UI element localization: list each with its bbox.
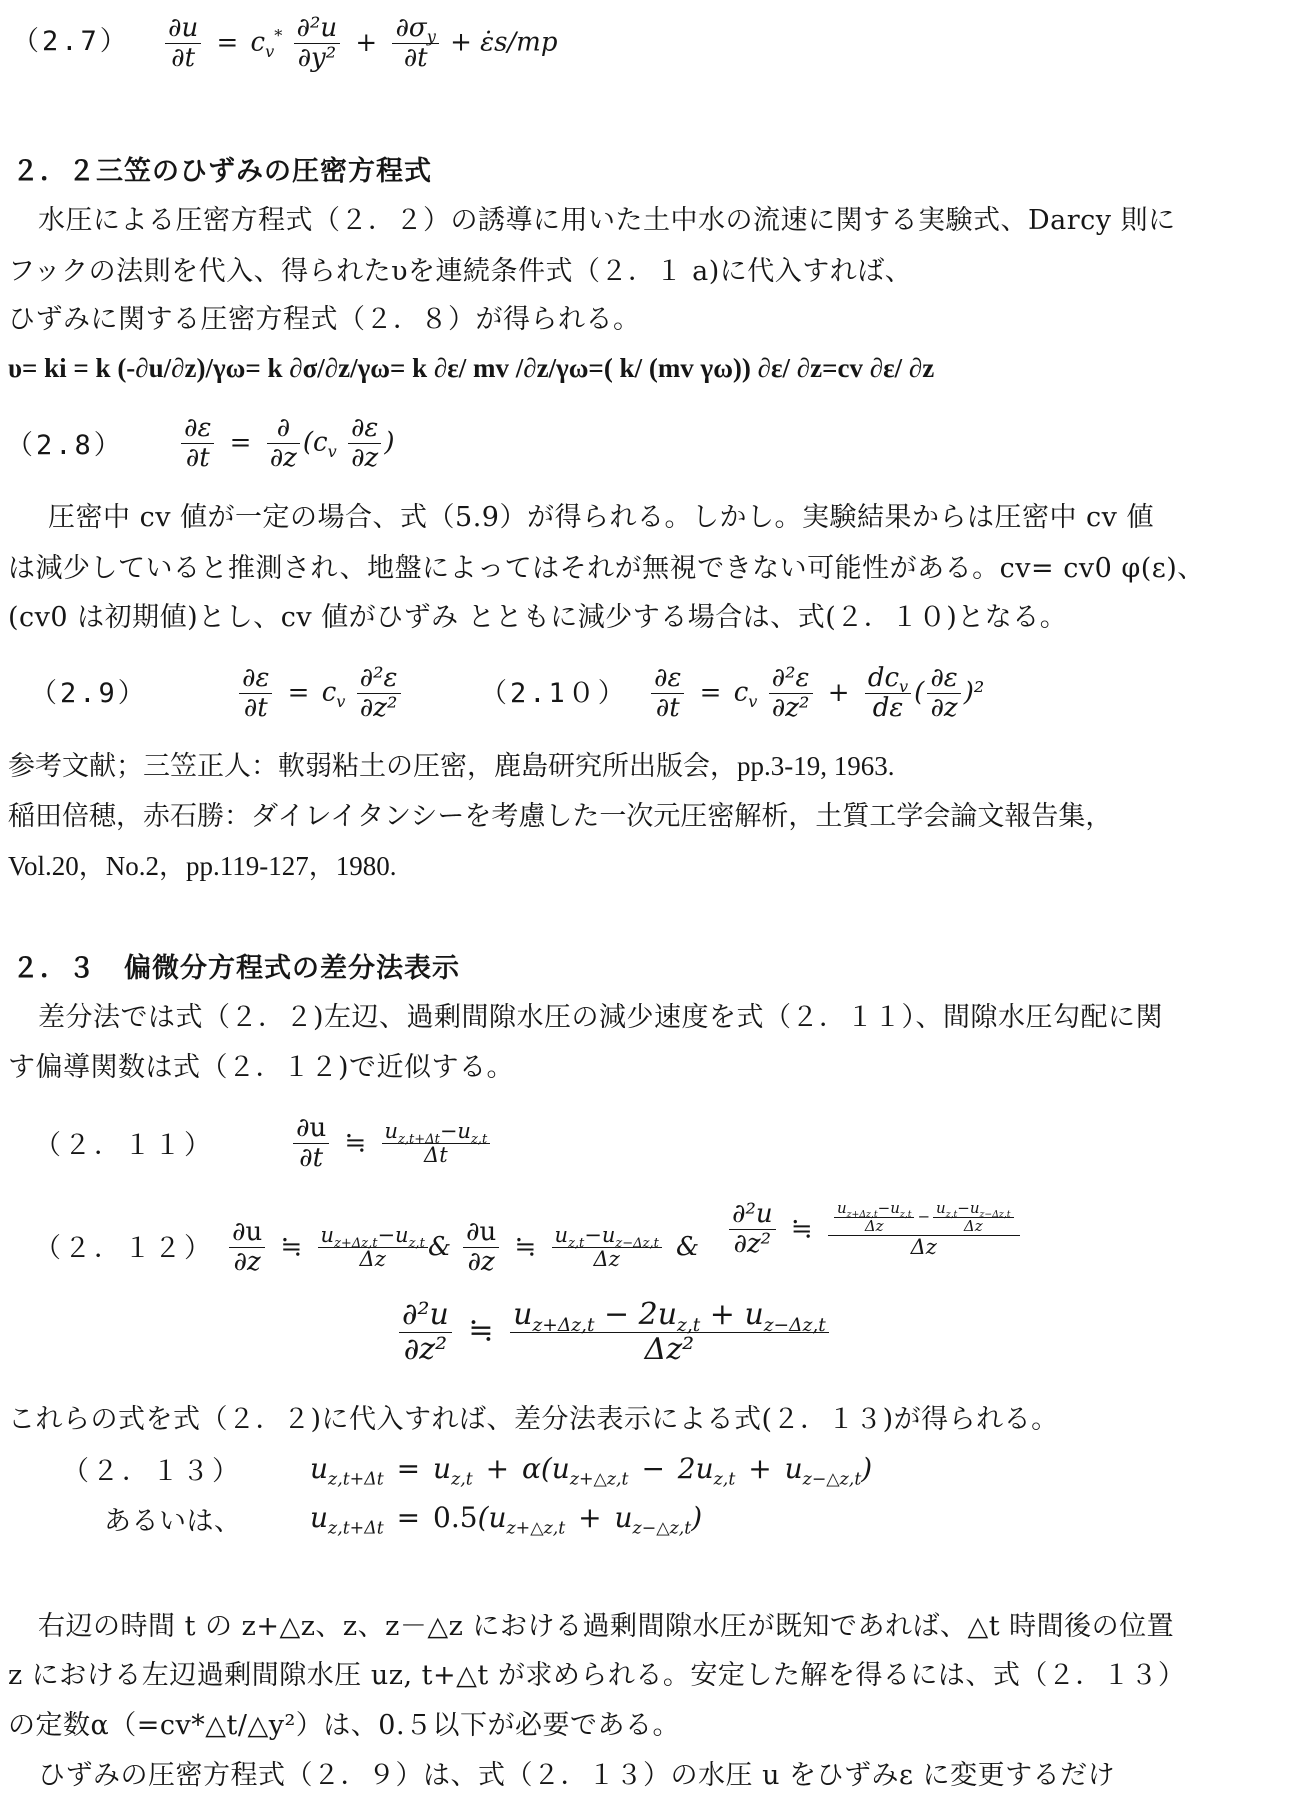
eq-2-12b: $\frac{\partial u}{\partial z}$ ≒ $\frac{u_{z,t}-u_{z-\Delta z,t}}{\Delta z}$ bbox=[460, 1218, 665, 1277]
reference-line-3: Vol.20，No.2，pp.119-127，1980. bbox=[8, 851, 397, 881]
section-2-2-para2-line-3: (cv0 は初期値)とし、cv 値がひずみ とともに減少する場合は、式(２．１０)となる。 bbox=[8, 602, 1068, 633]
eq-2-9: $\frac{\partial\varepsilon}{\partial t}$ = $c_v$ $\frac{\text{∂²ε}}{\text{∂z²}}$ bbox=[236, 664, 404, 723]
section-2-2-line-1: 水圧による圧密方程式（２．２）の誘導に用いた土中水の流速に関する実験式、Darcy 則に bbox=[38, 205, 1176, 236]
reference-line-1: 参考文献；三笠正人：軟弱粘土の圧密，鹿島研究所出版会，pp.3-19, 1963. bbox=[8, 751, 895, 781]
ampersand-1: & bbox=[428, 1232, 452, 1262]
eq-2-8: $\frac{\partial\varepsilon}{\partial t}$ = $\frac{\partial}{\partial z}$ ($c_v$ $\frac{\partial\varepsilon}{\partial z}$ ) bbox=[178, 414, 395, 473]
final-para-line-1: 右辺の時間 t の z+△z、z、z－△z における過剰間隙水圧が既知であれば、△t 時間後の位置 bbox=[38, 1611, 1175, 1642]
eq-2-11: $\frac{\partial u}{\partial t}$ ≒ $\frac{u_{z,t+\Delta t}-u_{z,t}}{\Delta t}$ bbox=[290, 1114, 493, 1173]
eq-2-12a: $\frac{\partial u}{\partial z}$ ≒ $\frac{u_{z+\Delta z,t}-u_{z,t}}{\Delta z}$ bbox=[226, 1218, 431, 1277]
eq-2-7-tail: + ε̇s/mp bbox=[450, 27, 558, 58]
section-2-2-para2-line-1: 圧密中 cv 値が一定の場合、式（5.9）が得られる。しかし。実験結果からは圧密中 cv 値 bbox=[48, 502, 1155, 533]
eq-2-7-number: （2.7） bbox=[12, 26, 130, 57]
ampersand-2: & bbox=[676, 1232, 700, 1262]
darcy-derivation: υ= ki = k (-∂u/∂z)/γω= k ∂σ/∂z/γω= k ∂ε/ mv /∂z/γω=( k/ (mv γω)) ∂ε/ ∂z=cv ∂ε/ ∂z bbox=[8, 353, 935, 383]
eq-2-10-number: （2.1０） bbox=[480, 678, 628, 709]
eq-2-11-number: （２．１１） bbox=[34, 1130, 214, 1161]
section-2-2-para2-line-2: は減少していると推測され、地盤によってはそれが無視できない可能性がある。cv= cv0 φ(ε)、 bbox=[8, 553, 1205, 584]
final-para-line-4: ひずみの圧密方程式（２．９）は、式（２．１３）の水圧 u をひずみε に変更するだけ bbox=[38, 1760, 1116, 1791]
substitute-line: これらの式を式（２．２)に代入すれば、差分法表示による式(２．１３)が得られる。 bbox=[8, 1404, 1059, 1435]
final-para-line-3: の定数α（=cv*△t/△y²）は、0.５以下が必要である。 bbox=[8, 1710, 681, 1741]
eq-2-13-alt-coefficient: 0.5 bbox=[433, 1501, 478, 1534]
eq-2-12c: $\frac{\text{∂²u}}{\text{∂z²}}$ ≒ $\frac{u_{z+\Delta z,t}-u_{z,t}}{\Delta z}$ − $\frac{u_{z,t}-u_{z-\Delta z,t}}{\Delta z}$ Δz bbox=[726, 1200, 1023, 1259]
final-para-line-2: z における左辺過剰間隙水圧 uz, t+△t が求められる。安定した解を得るには、式（２．１３） bbox=[8, 1660, 1186, 1691]
eq-2-10: $\frac{\partial\varepsilon}{\partial t}$ = $c_v$ $\frac{\text{∂²ε}}{\text{∂z²}}$ + $\frac{dc_v}{d\varepsilon}$ ( $\frac{\partial\varepsilon}{\partial z}$ )² bbox=[648, 664, 984, 723]
eq-2-13-number: （２．１３） bbox=[62, 1456, 242, 1487]
section-2-3-line-1: 差分法では式（２．２)左辺、過剰間隙水圧の減少速度を式（２．１１）、間隙水圧勾配に関 bbox=[38, 1002, 1164, 1033]
eq-2-9-number: （2.9） bbox=[30, 678, 148, 709]
alternative-label: あるいは、 bbox=[104, 1506, 242, 1537]
eq-2-8-number: （2.8） bbox=[6, 430, 124, 461]
eq-2-13-alt: $u_{z,t+\Delta t} = 0.5(u_{z+\triangle z,t} + u_{z-\triangle z,t})$ bbox=[310, 1501, 703, 1539]
section-2-2-line-2: フックの法則を代入、得られたυを連続条件式（２．１ a)に代入すれば、 bbox=[8, 256, 913, 287]
section-2-3-heading: ２．３ 偏微分方程式の差分法表示 bbox=[12, 953, 460, 984]
reference-line-2: 稲田倍穂，赤石勝：ダイレイタンシーを考慮した一次元圧密解析，土質工学会論文報告集， bbox=[8, 801, 1113, 831]
section-2-2-heading: ２．２三笠のひずみの圧密方程式 bbox=[12, 156, 432, 187]
eq-second-difference: $\frac{\text{∂²u}}{\text{∂z²}}$ ≒ $\frac{u_{z+\Delta z,t} - 2u_{z,t} + u_{z-\Delta z,t}}{\text{Δz²}}$ bbox=[396, 1298, 832, 1366]
eq-2-12-number: （２．１２） bbox=[34, 1233, 214, 1264]
section-2-3-line-2: す偏導関数は式（２．１２)で近似する。 bbox=[8, 1052, 515, 1083]
eq-2-13: $u_{z,t+\Delta t} = u_{z,t} + \alpha(u_{z+\triangle z,t} - 2u_{z,t} + u_{z-\triangle z,t})$ bbox=[310, 1452, 873, 1490]
section-2-2-line-3: ひずみに関する圧密方程式（２．８）が得られる。 bbox=[8, 304, 641, 335]
eq-2-7: $\frac{\partial u}{\partial t}$ = $c_v^*$ $\frac{\text{∂²u}}{\text{∂y²}}$ + $\frac{\partial\sigma_y}{\partial t}$ + ε̇s/mp bbox=[162, 14, 557, 73]
